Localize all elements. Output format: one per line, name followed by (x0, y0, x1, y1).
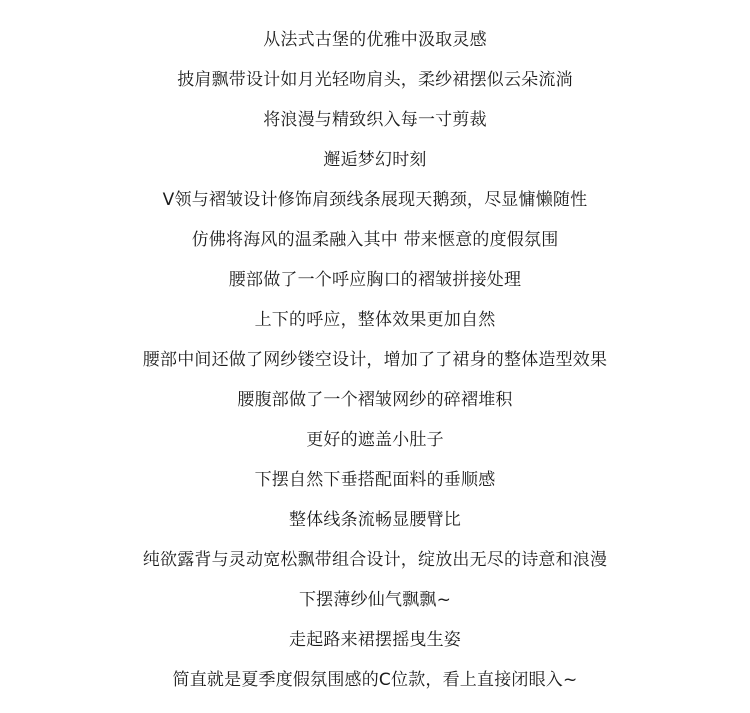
description-line: 整体线条流畅显腰臂比 (289, 510, 461, 530)
description-line: 邂逅梦幻时刻 (323, 150, 427, 170)
description-line: 更好的遮盖小肚子 (306, 430, 444, 450)
description-line: V领与褶皱设计修饰肩颈线条展现天鹅颈，尽显慵懒随性 (162, 190, 588, 210)
description-line: 下摆自然下垂搭配面料的垂顺感 (254, 470, 496, 490)
description-line: 纯欲露背与灵动宽松飘带组合设计，绽放出无尽的诗意和浪漫 (142, 550, 608, 570)
description-line: 腰部中间还做了网纱镂空设计，增加了了裙身的整体造型效果 (142, 350, 608, 370)
description-line: 简直就是夏季度假氛围感的C位款，看上直接闭眼入~ (172, 670, 578, 690)
description-line: 上下的呼应，整体效果更加自然 (254, 310, 496, 330)
description-line: 腰部做了一个呼应胸口的褶皱拼接处理 (228, 270, 522, 290)
description-text-block (0, 20, 750, 700)
description-line: 将浪漫与精致织入每一寸剪裁 (263, 110, 487, 130)
description-line: 从法式古堡的优雅中汲取灵感 (263, 30, 487, 50)
description-line: 下摆薄纱仙气飘飘~ (298, 590, 452, 610)
description-line: 披肩飘带设计如月光轻吻肩头，柔纱裙摆似云朵流淌 (177, 70, 573, 90)
description-line: 仿佛将海风的温柔融入其中 带来惬意的度假氛围 (191, 230, 559, 250)
description-line: 腰腹部做了一个褶皱网纱的碎褶堆积 (237, 390, 513, 410)
description-line: 走起路来裙摆摇曳生姿 (289, 630, 461, 650)
